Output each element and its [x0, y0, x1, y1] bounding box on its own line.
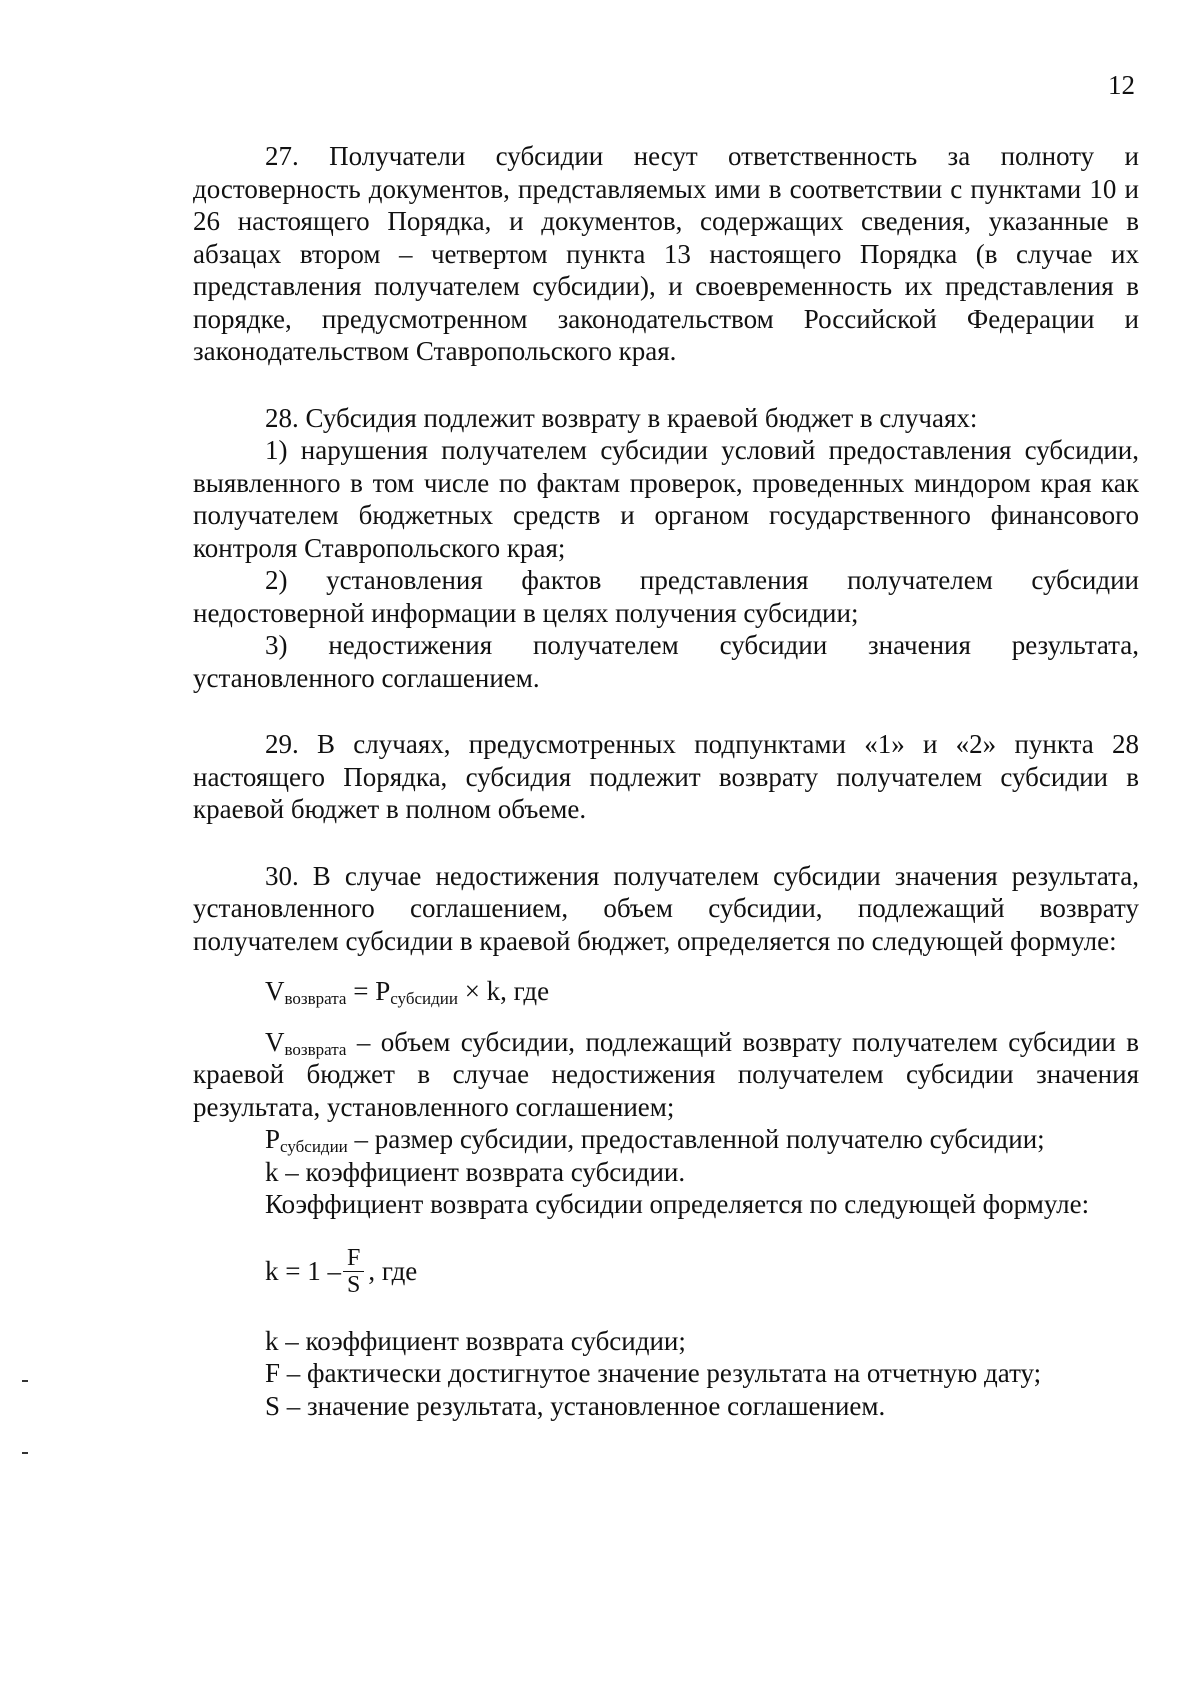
- paragraph-28-item-3: 3) недостижения получателем субсидии значения результата, установленного соглашением.: [193, 630, 1139, 693]
- formula-rest: × k, где: [457, 976, 550, 1006]
- definition-f: F – фактически достигнутое значение результата на отчетную дату;: [265, 1358, 1042, 1388]
- definition-p-subscript: субсидии: [280, 1137, 348, 1156]
- formula2-fraction: [343, 1245, 364, 1299]
- definition-k: k – коэффициент возврата субсидии.: [265, 1156, 686, 1187]
- definition-v: [193, 1026, 1139, 1124]
- formula2-denominator: S: [346, 1272, 361, 1299]
- formula-equals: =: [346, 976, 376, 1006]
- formula-v-symbol: V: [265, 976, 285, 1006]
- formula-p-symbol: P: [375, 976, 391, 1006]
- definition-p: [193, 1123, 1139, 1156]
- formula2-lhs: k = 1 –: [265, 1256, 341, 1287]
- formula-p-subscript: субсидии: [390, 989, 458, 1008]
- definition-k-2: k – коэффициент возврата субсидии;: [265, 1325, 686, 1356]
- page-number: 12: [1108, 70, 1135, 100]
- document-body: [193, 140, 1139, 1422]
- paragraph-27: 27. Получатели субсидии несут ответственность за полноту и достоверность документов, представляемых ими в соответствии с пунктами 10 и 26 настоящего Порядка, и документов, содержащих сведения, указанные в абзацах втором – четвертом пункта 13 настоящего Порядка (в случае их представления получателем субсидии), и своевременность их представления в порядке, предусмотренном законодательством Российской Федерации и законодательством Ставропольского края.: [193, 141, 1139, 366]
- formula-coefficient: [265, 1237, 1139, 1307]
- coefficient-intro: Коэффициент возврата субсидии определяется по следующей формуле:: [265, 1189, 1090, 1219]
- scan-mark: [22, 1380, 28, 1382]
- definition-p-symbol: P: [265, 1124, 281, 1154]
- definition-v-text: – объем субсидии, подлежащий возврату получателем субсидии в краевой бюджет в случае недостижения получателем субсидии значения результата, установленного соглашением;: [193, 1026, 1139, 1122]
- formula-v-subscript: возврата: [284, 989, 347, 1008]
- definition-v-symbol: V: [265, 1026, 285, 1057]
- definition-v-subscript: возврата: [284, 1039, 347, 1059]
- paragraph-28-item-1: 1) нарушения получателем субсидии условий предоставления субсидии, выявленного в том числе по фактам проверок, проведенных миндором края как получателем бюджетных средств и органом государственного финансового контроля Ставропольского края;: [193, 435, 1139, 563]
- paragraph-30: 30. В случае недостижения получателем субсидии значения результата, установленного соглашением, объем субсидии, подлежащий возврату получателем субсидии в краевой бюджет, определяется по следующей формуле:: [193, 860, 1139, 956]
- scan-mark: [22, 1452, 28, 1454]
- formula2-numerator: F: [346, 1244, 361, 1271]
- definition-s: S – значение результата, установленное соглашением.: [265, 1390, 886, 1421]
- paragraph-28: 28. Субсидия подлежит возврату в краевой бюджет в случаях:: [265, 402, 978, 433]
- formula-refund-volume: [265, 975, 1139, 1008]
- definition-p-text: – размер субсидии, предоставленной получателю субсидии;: [347, 1124, 1045, 1154]
- paragraph-29: 29. В случаях, предусмотренных подпунктами «1» и «2» пункта 28 настоящего Порядка, субсидия подлежит возврату получателем субсидии в краевой бюджет в полном объеме.: [193, 729, 1139, 824]
- formula2-rest: , где: [368, 1256, 418, 1287]
- paragraph-28-item-2: 2) установления фактов представления получателем субсидии недостоверной информации в целях получения субсидии;: [193, 565, 1139, 628]
